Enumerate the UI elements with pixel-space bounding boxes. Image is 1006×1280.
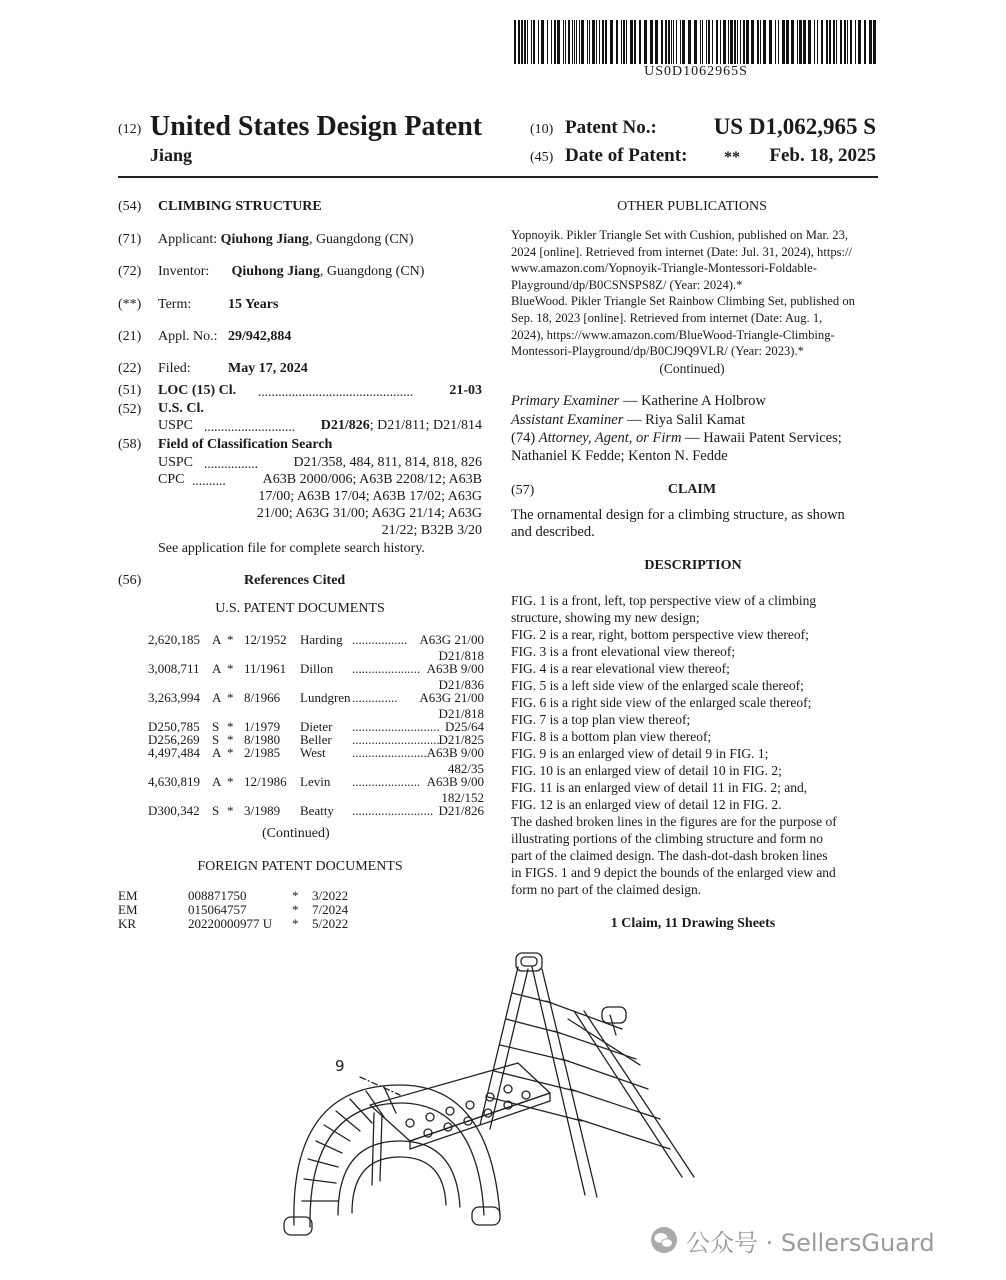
doc-number: 2,620,185: [148, 632, 200, 647]
publication-line: www.amazon.com/Yopnoyik-Triangle-Montessori-Foldable-: [511, 261, 817, 276]
doc-number: 4,630,819: [148, 774, 200, 789]
description-line: FIG. 3 is a front elevational view thereof;: [511, 644, 736, 659]
description-line: part of the claimed design. The dash-dot-dash broken lines: [511, 848, 828, 863]
patent-type-title: United States Design Patent: [150, 111, 483, 142]
doc-date: 11/1961: [244, 661, 287, 676]
claims-sheets-summary: 1 Claim, 11 Drawing Sheets: [610, 916, 776, 931]
description-line: form no part of the claimed design.: [511, 882, 702, 897]
publication-line: 2024), https://www.amazon.com/BlueWood-Triangle-Climbing-: [511, 327, 835, 342]
doc-name: Lundgren: [300, 690, 351, 705]
barcode-bars: [512, 20, 880, 64]
attorney-firm: — Hawaii Patent Services;: [681, 430, 842, 446]
cpc-line: 21/22; B32B 3/20: [381, 523, 482, 538]
references-cited-label: References Cited: [244, 573, 346, 588]
header-rule: [118, 176, 878, 178]
description-line: illustrating portions of the climbing structure and form no: [511, 831, 823, 846]
doc-class: A63B 9/00: [426, 661, 484, 676]
doc-subclass: 182/152: [441, 790, 484, 805]
us-patent-doc-row: [148, 661, 484, 677]
field-58-number: (58): [118, 437, 142, 452]
doc-date: 2/1985: [244, 745, 281, 760]
foreign-date: 7/2024: [312, 902, 349, 917]
claim-text-line: and described.: [511, 524, 595, 540]
foreign-star: *: [292, 902, 299, 917]
description-line: FIG. 1 is a front, left, top perspective view of a climbing: [511, 593, 817, 608]
foreign-number: 008871750: [188, 888, 247, 903]
publication-line: Montessori-Playground/dp/B0CJ9Q9VLR/ (Year: 2023).*: [511, 344, 804, 359]
applicant-line: [158, 232, 414, 248]
description-title: DESCRIPTION: [644, 558, 742, 573]
doc-star: *: [227, 803, 234, 818]
field-term-number: (**): [118, 297, 142, 312]
assistant-examiner: [511, 412, 745, 429]
appl-no-value: 29/942,884: [228, 329, 292, 344]
doc-dots: .....................: [352, 661, 421, 676]
doc-class: A63G 21/00: [419, 632, 484, 647]
doc-star: *: [227, 661, 234, 676]
foreign-star: *: [292, 916, 299, 931]
us-patent-docs-title: U.S. PATENT DOCUMENTS: [215, 601, 385, 616]
us-docs-continued: (Continued): [262, 826, 330, 841]
cpc-line: A63B 2000/006; A63B 2208/12; A63B: [262, 472, 482, 487]
attorney-names: Nathaniel K Fedde; Kenton N. Fedde: [511, 448, 728, 464]
figure-1-drawing: [250, 945, 750, 1245]
doc-number: D250,785: [148, 719, 200, 734]
doc-kind: S: [212, 719, 220, 734]
date-stars: **: [724, 149, 740, 166]
doc-dots: .........................: [352, 803, 434, 818]
doc-name: Harding: [300, 632, 343, 647]
doc-number: D256,269: [148, 732, 200, 747]
doc-date: 1/1979: [244, 719, 281, 734]
foreign-date: 3/2022: [312, 888, 349, 903]
description-line: FIG. 9 is an enlarged view of detail 9 in FIG. 1;: [511, 746, 769, 761]
field-22-number: (22): [118, 361, 142, 376]
attorney-line: [511, 430, 842, 447]
term-label: Term:: [158, 297, 192, 312]
doc-dots: .......................: [352, 745, 427, 760]
doc-class: A63B 9/00: [426, 774, 484, 789]
us-cl-primary: D21/826: [320, 418, 370, 433]
field-57-number: (57): [511, 483, 535, 498]
doc-subclass: D21/836: [438, 677, 484, 692]
description-line: FIG. 10 is an enlarged view of detail 10 in FIG. 2;: [511, 763, 782, 778]
doc-star: *: [227, 745, 234, 760]
search-uspc-label: USPC: [158, 455, 194, 470]
us-cl-uspc-label: USPC: [158, 418, 194, 433]
doc-kind: A: [212, 774, 222, 789]
doc-kind: A: [212, 632, 222, 647]
field-72-number: (72): [118, 264, 142, 279]
search-uspc-dots: ................: [204, 456, 258, 471]
cpc-line: 17/00; A63B 17/04; A63B 17/02; A63G: [258, 489, 482, 504]
us-patent-doc-row: [148, 803, 484, 819]
foreign-number: 015064757: [188, 902, 247, 917]
applicant-location: , Guangdong (CN): [308, 232, 414, 247]
assistant-examiner-name: — Riya Salil Kamat: [623, 412, 745, 428]
cpc-line: 21/00; A63G 31/00; A63G 21/14; A63G: [256, 506, 482, 521]
loc-dots: ..............................................: [258, 384, 414, 399]
doc-kind: S: [212, 732, 220, 747]
doc-date: 8/1980: [244, 732, 281, 747]
inventor-name: Qiuhong Jiang: [231, 264, 320, 279]
field-10-number: (10): [530, 122, 554, 137]
doc-name: Beatty: [300, 803, 334, 818]
us-patent-doc-row: [148, 774, 484, 790]
foreign-country: KR: [118, 916, 137, 931]
other-publications-title: OTHER PUBLICATIONS: [617, 199, 767, 214]
attorney-label: Attorney, Agent, or Firm: [538, 430, 682, 446]
doc-star: *: [227, 690, 234, 705]
description-line: FIG. 8 is a bottom plan view thereof;: [511, 729, 712, 744]
doc-subclass: 482/35: [447, 761, 484, 776]
claim-text-line: The ornamental design for a climbing structure, as shown: [511, 507, 845, 523]
loc-value: 21-03: [449, 383, 482, 398]
publication-line: Yopnoyik. Pikler Triangle Set with Cushion, published on Mar. 23,: [511, 228, 849, 242]
doc-star: *: [227, 732, 234, 747]
doc-subclass: D21/818: [438, 648, 484, 663]
doc-class: A63G 21/00: [419, 690, 484, 705]
watermark-text: 公众号 · SellersGuard: [686, 1228, 935, 1257]
doc-number: D300,342: [148, 803, 200, 818]
us-cl-secondary: ; D21/811; D21/814: [369, 418, 482, 433]
design-title: CLIMBING STRUCTURE: [158, 199, 322, 214]
term-value: 15 Years: [228, 297, 279, 312]
publication-line: BlueWood. Pikler Triangle Set Rainbow Climbing Set, published on: [511, 294, 855, 309]
us-patent-doc-row: [148, 690, 484, 706]
pubs-continued: (Continued): [659, 361, 725, 376]
doc-kind: A: [212, 745, 222, 760]
doc-date: 12/1986: [244, 774, 287, 789]
us-cl-dots: ...........................: [204, 419, 296, 434]
us-patent-doc-row: [148, 745, 484, 761]
barcode: [512, 20, 880, 64]
inventor-line: [158, 264, 424, 280]
doc-class: D25/64: [445, 719, 484, 734]
description-line: FIG. 12 is an enlarged view of detail 12 in FIG. 2.: [511, 797, 782, 812]
doc-number: 3,263,994: [148, 690, 200, 705]
inventor-surname: Jiang: [150, 145, 193, 165]
doc-dots: ..............: [352, 690, 398, 705]
foreign-country: EM: [118, 902, 138, 917]
doc-name: Dillon: [300, 661, 334, 676]
primary-examiner: [511, 393, 766, 410]
inventor-label: Inventor:: [158, 264, 210, 279]
appl-no-label: Appl. No.:: [158, 329, 218, 344]
description-line: FIG. 4 is a rear elevational view thereof;: [511, 661, 730, 676]
doc-name: Dieter: [300, 719, 333, 734]
description-line: structure, showing my new design;: [511, 610, 700, 625]
patent-number: US D1,062,965 S: [713, 114, 876, 139]
doc-class: D21/826: [438, 803, 484, 818]
doc-star: *: [227, 774, 234, 789]
search-cpc-dots: ..........: [192, 473, 226, 488]
field-56-number: (56): [118, 573, 142, 588]
doc-dots: ...........................: [352, 719, 440, 734]
patent-date: Feb. 18, 2025: [769, 145, 876, 166]
doc-number: 3,008,711: [148, 661, 200, 676]
doc-number: 4,497,484: [148, 745, 200, 760]
doc-kind: A: [212, 690, 222, 705]
applicant-name: Qiuhong Jiang: [220, 232, 309, 247]
attorney-number: (74): [511, 430, 536, 446]
field-of-search-label: Field of Classification Search: [158, 437, 333, 452]
description-line: The dashed broken lines in the figures are for the purpose of: [511, 814, 837, 829]
doc-name: Beller: [300, 732, 332, 747]
doc-kind: A: [212, 661, 222, 676]
field-21-number: (21): [118, 329, 142, 344]
applicant-label: Applicant:: [158, 232, 218, 247]
doc-date: 8/1966: [244, 690, 281, 705]
primary-examiner-label: Primary Examiner: [511, 393, 620, 409]
doc-name: Levin: [300, 774, 331, 789]
search-history-note: See application file for complete search history.: [158, 541, 425, 556]
doc-subclass: D21/818: [438, 706, 484, 721]
detail-9-label: 9: [335, 1057, 345, 1075]
field-54-number: (54): [118, 199, 142, 214]
foreign-number: 20220000977 U: [188, 916, 273, 931]
claim-title: CLAIM: [667, 482, 717, 497]
doc-star: *: [227, 719, 234, 734]
foreign-date: 5/2022: [312, 916, 349, 931]
description-line: FIG. 11 is an enlarged view of detail 11 in FIG. 2; and,: [511, 780, 808, 795]
triangle-frame: [480, 953, 694, 1197]
primary-examiner-name: — Katherine A Holbrow: [619, 393, 766, 409]
assistant-examiner-label: Assistant Examiner: [511, 412, 624, 428]
foreign-star: *: [292, 888, 299, 903]
doc-date: 12/1952: [244, 632, 287, 647]
doc-class: D21/825: [438, 732, 484, 747]
description-line: FIG. 5 is a left side view of the enlarged scale thereof;: [511, 678, 804, 693]
loc-label: LOC (15) Cl.: [158, 383, 237, 398]
patent-no-label: Patent No.:: [565, 117, 657, 138]
field-52-number: (52): [118, 402, 142, 417]
foreign-country: EM: [118, 888, 138, 903]
doc-class: A63B 9/00: [426, 745, 484, 760]
publication-line: Sep. 18, 2023 [online]. Retrieved from internet (Date: Aug. 1,: [511, 311, 823, 325]
doc-dots: .................: [352, 632, 408, 647]
inventor-location: , Guangdong (CN): [319, 264, 425, 279]
description-line: FIG. 2 is a rear, right, bottom perspective view thereof;: [511, 627, 809, 642]
field-71-number: (71): [118, 232, 142, 247]
wechat-icon: [650, 1226, 678, 1254]
watermark: [650, 1222, 935, 1258]
ramp-board: [370, 1063, 550, 1185]
doc-star: *: [227, 632, 234, 647]
search-cpc-label: CPC: [158, 472, 185, 487]
barcode-text: US0D1062965S: [644, 64, 748, 79]
field-45-number: (45): [530, 150, 554, 165]
filed-value: May 17, 2024: [228, 361, 308, 376]
field-51-number: (51): [118, 383, 142, 398]
doc-kind: S: [212, 803, 220, 818]
us-cl-values: [300, 418, 482, 434]
filed-label: Filed:: [158, 361, 191, 376]
description-line: FIG. 6 is a right side view of the enlarged scale thereof;: [511, 695, 812, 710]
publication-line: 2024 [online]. Retrieved from internet (Date: Jul. 31, 2024), https://: [511, 244, 853, 259]
doc-date: 3/1989: [244, 803, 281, 818]
search-uspc-value: D21/358, 484, 811, 814, 818, 826: [293, 455, 482, 470]
us-cl-label: U.S. Cl.: [158, 401, 204, 416]
description-line: FIG. 7 is a top plan view thereof;: [511, 712, 691, 727]
field-12-number: (12): [118, 122, 142, 137]
doc-name: West: [300, 745, 326, 760]
foreign-docs-title: FOREIGN PATENT DOCUMENTS: [197, 859, 403, 874]
us-patent-doc-row: [148, 632, 484, 648]
description-line: in FIGS. 1 and 9 depict the bounds of the enlarged view and: [511, 865, 836, 880]
date-of-patent-label: Date of Patent:: [565, 145, 688, 166]
publication-line: Playground/dp/B0CSNSPS8Z/ (Year: 2024).*: [511, 277, 743, 292]
doc-dots: ...........................: [352, 732, 440, 747]
doc-dots: .....................: [352, 774, 421, 789]
